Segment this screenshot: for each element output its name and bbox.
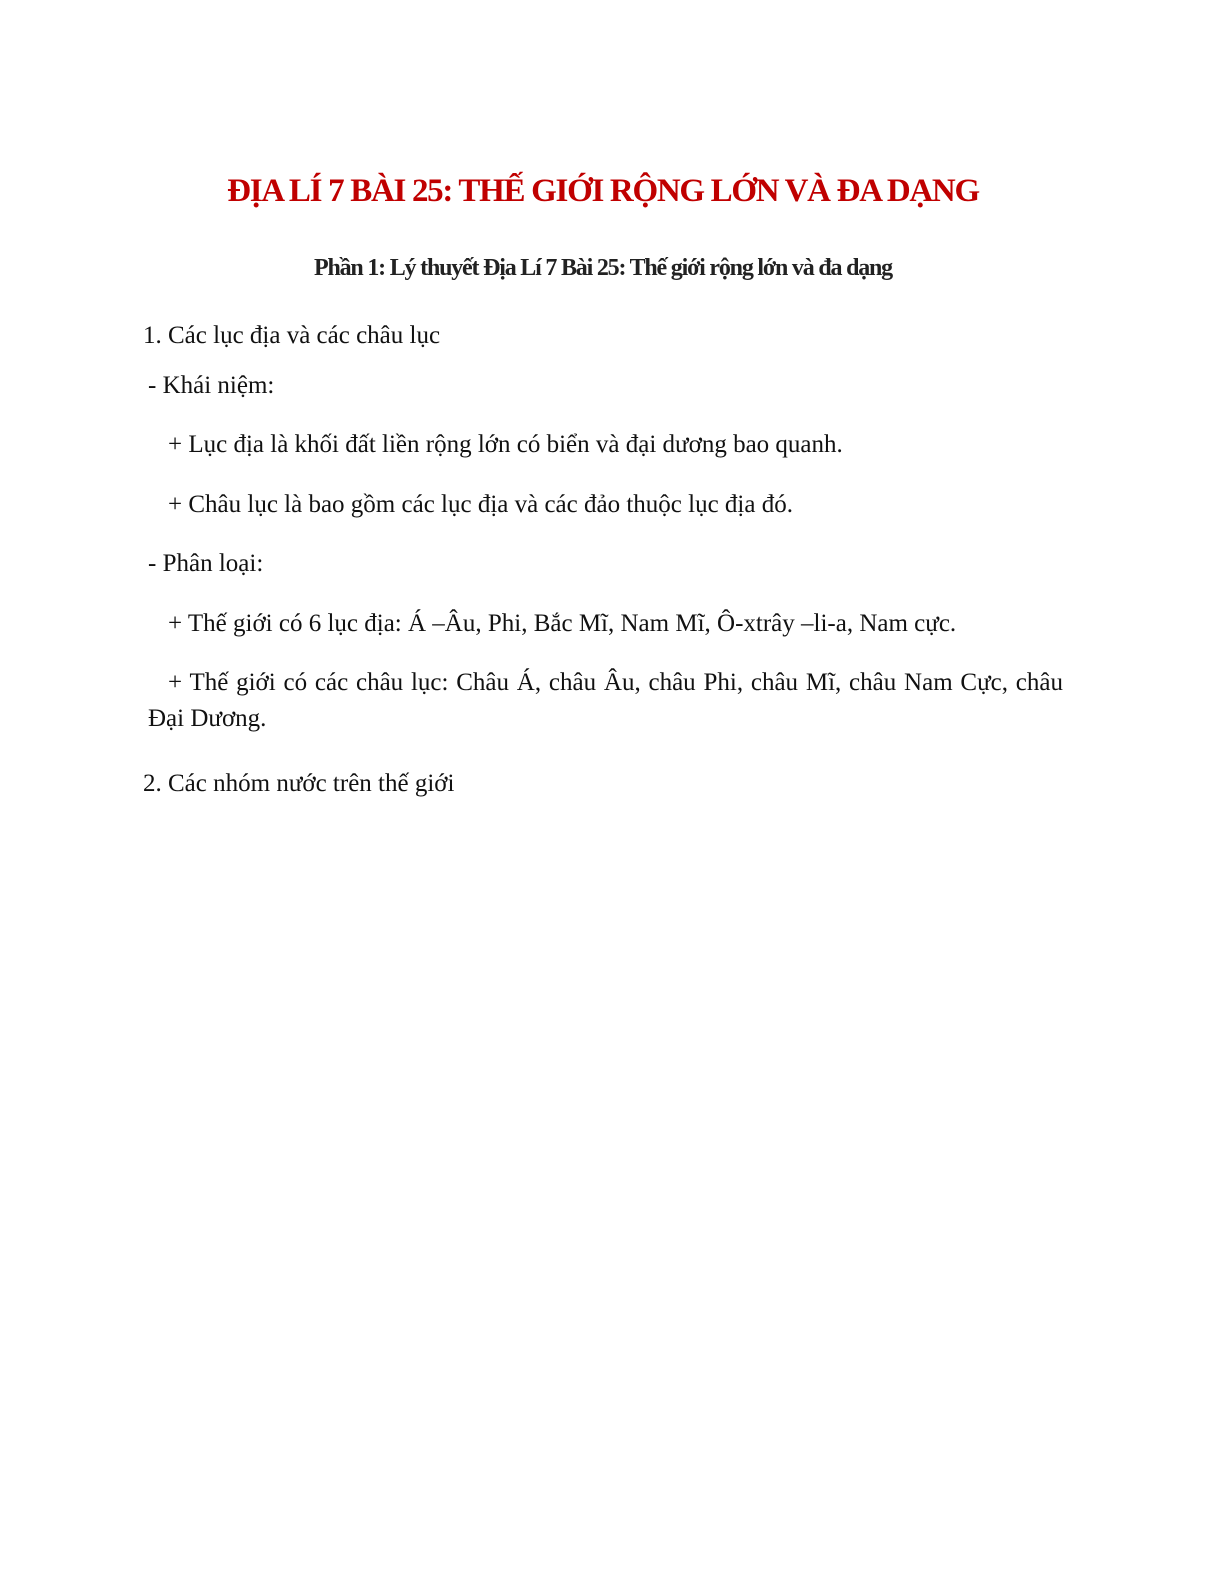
- section1-heading: 1. Các lục địa và các châu lục: [143, 322, 441, 349]
- concept-item: + Lục địa là khối đất liền rộng lớn có biển và đại dương bao quanh.: [168, 431, 843, 458]
- document-subtitle: Phần 1: Lý thuyết Địa Lí 7 Bài 25: Thế giới rộng lớn và đa dạng: [314, 255, 892, 281]
- classification-item: + Thế giới có các châu lục: Châu Á, châu Âu, châu Phi, châu Mĩ, châu Nam Cực, châu Đại Dương.: [148, 669, 1063, 732]
- document-title: ĐỊA LÍ 7 BÀI 25: THẾ GIỚI RỘNG LỚN VÀ ĐA DẠNG: [227, 173, 979, 209]
- section2-heading: 2. Các nhóm nước trên thế giới: [143, 770, 455, 797]
- classification-item: + Thế giới có 6 lục địa: Á –Âu, Phi, Bắc Mĩ, Nam Mĩ, Ô-xtrây –li-a, Nam cực.: [168, 610, 957, 637]
- classification-label: - Phân loại:: [148, 550, 264, 577]
- concept-label: - Khái niệm:: [148, 372, 275, 399]
- concept-item: + Châu lục là bao gồm các lục địa và các đảo thuộc lục địa đó.: [168, 491, 793, 518]
